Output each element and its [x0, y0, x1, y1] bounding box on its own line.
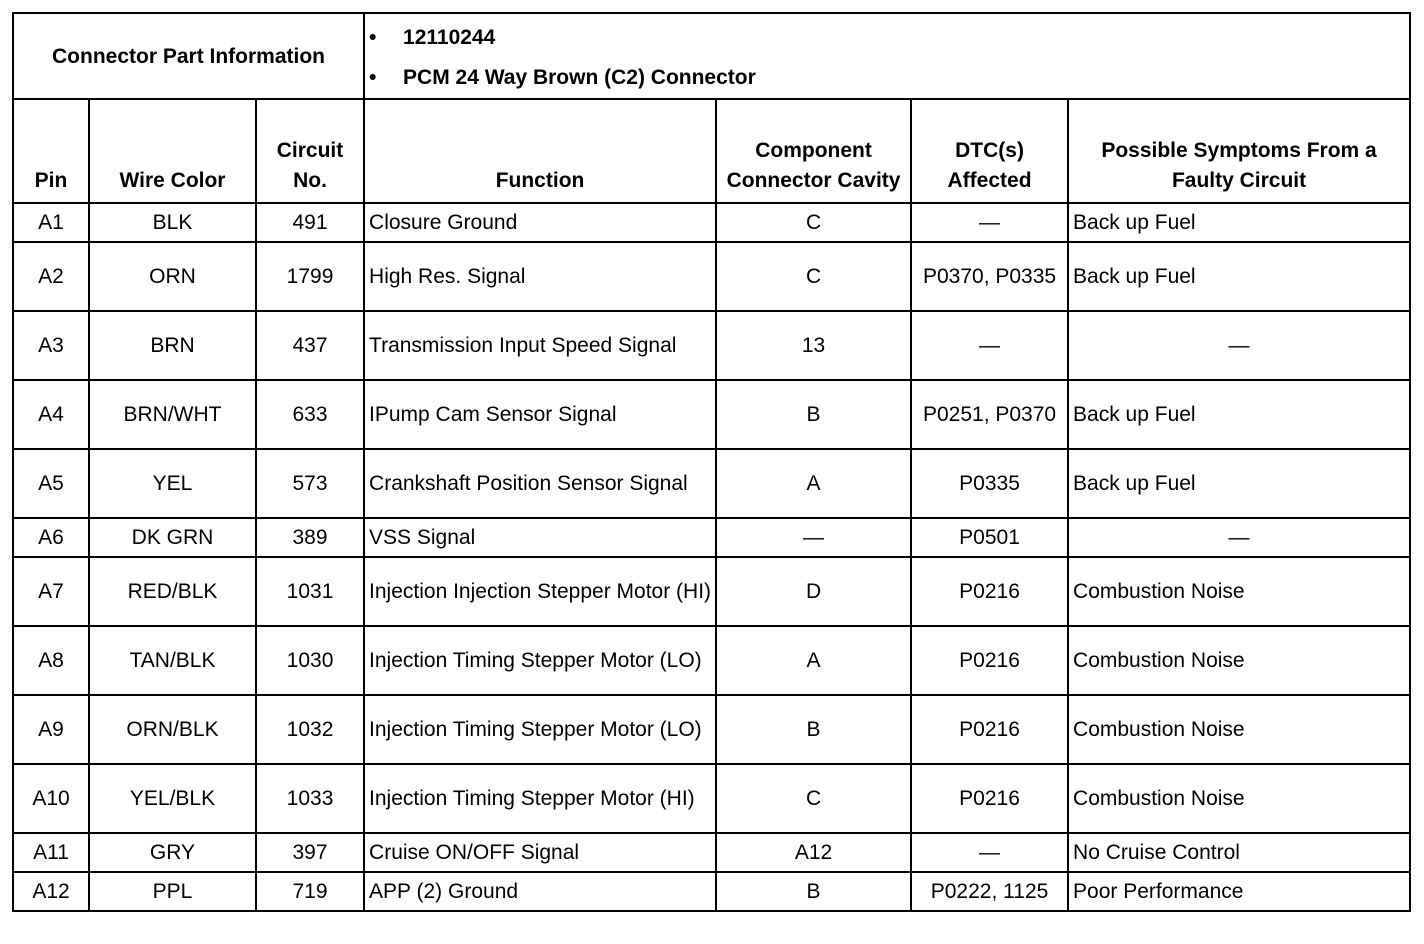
pin-cell: A2: [13, 242, 89, 311]
circuit-cell: 1032: [256, 695, 364, 764]
circuit-cell: 1031: [256, 557, 364, 626]
symptom-cell: Poor Performance: [1068, 872, 1410, 911]
header-function: Function: [364, 99, 716, 203]
symptom-cell: Combustion Noise: [1068, 626, 1410, 695]
dtc-cell: P0335: [911, 449, 1068, 518]
pin-cell: A9: [13, 695, 89, 764]
pin-cell: A11: [13, 833, 89, 872]
table-row: [13, 311, 1410, 380]
symptom-cell: Back up Fuel: [1068, 203, 1410, 242]
dtc-cell: P0370, P0335: [911, 242, 1068, 311]
header-wire-color: Wire Color: [89, 99, 256, 203]
function-cell: Injection Timing Stepper Motor (HI): [364, 764, 716, 833]
header-dtc: DTC(s) Affected: [911, 99, 1068, 203]
table-row: [13, 518, 1410, 557]
dtc-cell: P0216: [911, 695, 1068, 764]
symptom-cell: No Cruise Control: [1068, 833, 1410, 872]
symptom-cell: —: [1068, 518, 1410, 557]
wire-color-cell: GRY: [89, 833, 256, 872]
pin-cell: A8: [13, 626, 89, 695]
connector-info-values: [364, 13, 1410, 99]
wire-color-cell: YEL/BLK: [89, 764, 256, 833]
function-cell: Injection Injection Stepper Motor (HI): [364, 557, 716, 626]
wire-color-cell: BLK: [89, 203, 256, 242]
connector-info-row: [13, 13, 1410, 99]
circuit-cell: 1030: [256, 626, 364, 695]
function-cell: Injection Timing Stepper Motor (LO): [364, 695, 716, 764]
circuit-cell: 573: [256, 449, 364, 518]
wire-color-cell: RED/BLK: [89, 557, 256, 626]
wire-color-cell: DK GRN: [89, 518, 256, 557]
cavity-cell: A: [716, 626, 911, 695]
circuit-cell: 397: [256, 833, 364, 872]
function-cell: Cruise ON/OFF Signal: [364, 833, 716, 872]
circuit-cell: 389: [256, 518, 364, 557]
function-cell: VSS Signal: [364, 518, 716, 557]
wire-color-cell: BRN/WHT: [89, 380, 256, 449]
table-row: [13, 872, 1410, 911]
dtc-cell: P0216: [911, 557, 1068, 626]
table-row: [13, 449, 1410, 518]
pin-cell: A12: [13, 872, 89, 911]
wire-color-cell: ORN/BLK: [89, 695, 256, 764]
cavity-cell: B: [716, 695, 911, 764]
symptom-cell: Combustion Noise: [1068, 695, 1410, 764]
cavity-cell: C: [716, 242, 911, 311]
header-row: [13, 99, 1410, 203]
circuit-cell: 1799: [256, 242, 364, 311]
table-row: [13, 626, 1410, 695]
wire-color-cell: PPL: [89, 872, 256, 911]
cavity-cell: C: [716, 764, 911, 833]
table-row: [13, 557, 1410, 626]
symptom-cell: Back up Fuel: [1068, 242, 1410, 311]
table-row: [13, 833, 1410, 872]
symptom-cell: Back up Fuel: [1068, 449, 1410, 518]
table-row: [13, 695, 1410, 764]
symptom-cell: Combustion Noise: [1068, 557, 1410, 626]
cavity-cell: B: [716, 872, 911, 911]
header-cavity: Component Connector Cavity: [716, 99, 911, 203]
header-symptoms: Possible Symptoms From a Faulty Circuit: [1068, 99, 1410, 203]
dtc-cell: P0222, 1125: [911, 872, 1068, 911]
function-cell: High Res. Signal: [364, 242, 716, 311]
dtc-cell: —: [911, 203, 1068, 242]
table-row: [13, 203, 1410, 242]
cavity-cell: A12: [716, 833, 911, 872]
pin-cell: A10: [13, 764, 89, 833]
cavity-cell: A: [716, 449, 911, 518]
circuit-cell: 491: [256, 203, 364, 242]
dtc-cell: P0216: [911, 764, 1068, 833]
cavity-cell: D: [716, 557, 911, 626]
wire-color-cell: TAN/BLK: [89, 626, 256, 695]
wire-color-cell: BRN: [89, 311, 256, 380]
symptom-cell: Combustion Noise: [1068, 764, 1410, 833]
function-cell: Crankshaft Position Sensor Signal: [364, 449, 716, 518]
function-cell: IPump Cam Sensor Signal: [364, 380, 716, 449]
part-number: • 12110244: [369, 18, 1405, 58]
table-row: [13, 242, 1410, 311]
wire-color-cell: ORN: [89, 242, 256, 311]
dtc-cell: —: [911, 311, 1068, 380]
dtc-cell: —: [911, 833, 1068, 872]
dtc-cell: P0251, P0370: [911, 380, 1068, 449]
table-row: [13, 764, 1410, 833]
cavity-cell: —: [716, 518, 911, 557]
connector-info-label: Connector Part Information: [13, 13, 364, 99]
pin-cell: A7: [13, 557, 89, 626]
pin-cell: A3: [13, 311, 89, 380]
cavity-cell: 13: [716, 311, 911, 380]
connector-table: [12, 12, 1411, 912]
circuit-cell: 633: [256, 380, 364, 449]
symptom-cell: —: [1068, 311, 1410, 380]
circuit-cell: 437: [256, 311, 364, 380]
symptom-cell: Back up Fuel: [1068, 380, 1410, 449]
dtc-cell: P0501: [911, 518, 1068, 557]
cavity-cell: C: [716, 203, 911, 242]
header-circuit: Circuit No.: [256, 99, 364, 203]
connector-description: • PCM 24 Way Brown (C2) Connector: [369, 58, 1405, 98]
header-pin: Pin: [13, 99, 89, 203]
pin-cell: A1: [13, 203, 89, 242]
pin-cell: A4: [13, 380, 89, 449]
pin-cell: A5: [13, 449, 89, 518]
dtc-cell: P0216: [911, 626, 1068, 695]
wire-color-cell: YEL: [89, 449, 256, 518]
function-cell: Injection Timing Stepper Motor (LO): [364, 626, 716, 695]
circuit-cell: 719: [256, 872, 364, 911]
table-row: [13, 380, 1410, 449]
cavity-cell: B: [716, 380, 911, 449]
pin-cell: A6: [13, 518, 89, 557]
function-cell: Transmission Input Speed Signal: [364, 311, 716, 380]
function-cell: APP (2) Ground: [364, 872, 716, 911]
function-cell: Closure Ground: [364, 203, 716, 242]
circuit-cell: 1033: [256, 764, 364, 833]
